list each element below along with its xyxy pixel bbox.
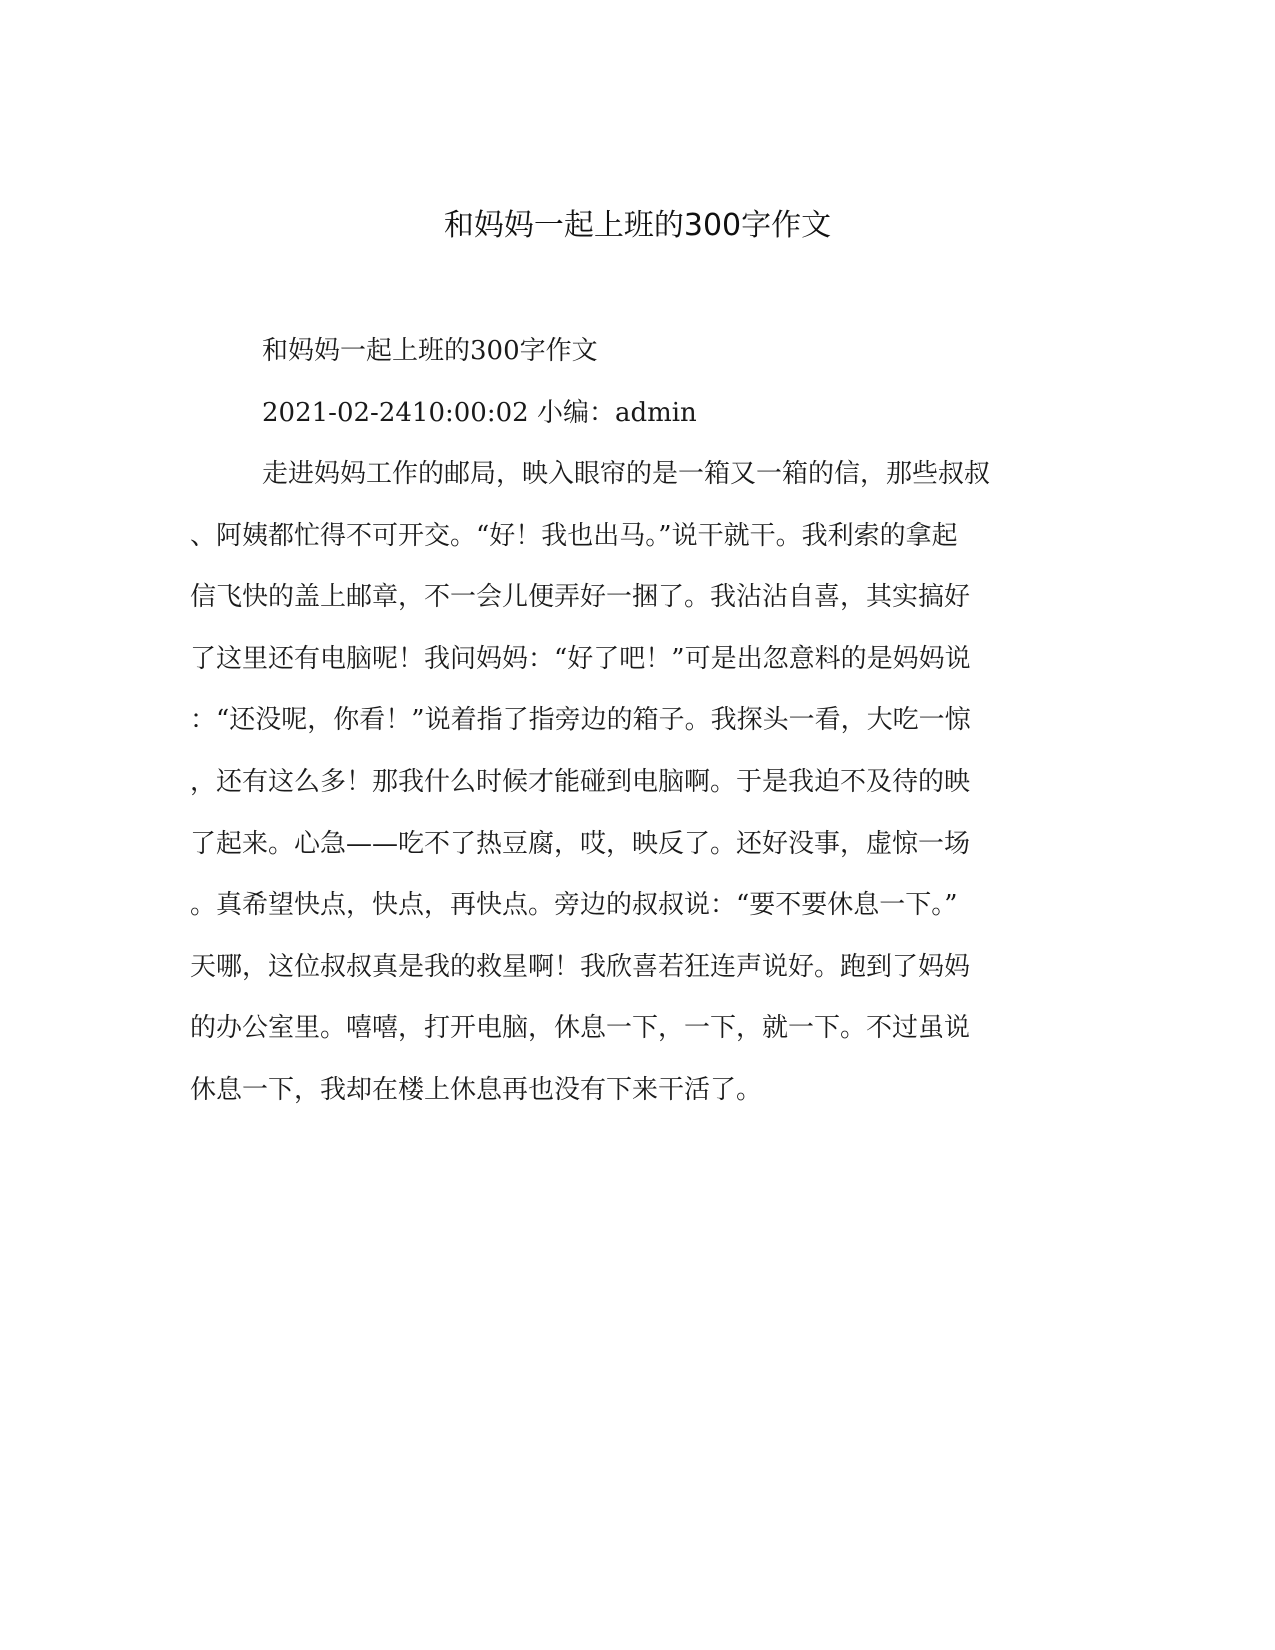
essay-line: 信飞快的盖上邮章，不一会儿便弄好一捆了。我沾沾自喜，其实搞好 <box>190 582 971 613</box>
essay-line: ，还有这么多！那我什么时候才能碰到电脑啊。于是我迫不及待的映 <box>190 766 971 797</box>
essay-line: 了这里还有电脑呢！我问妈妈：“好了吧！”可是出忽意料的是妈妈说 <box>190 643 971 674</box>
essay-line: 的办公室里。嘻嘻，打开电脑，休息一下，一下，就一下。不过虽说 <box>190 1013 971 1044</box>
essay-line: 休息一下，我却在楼上休息再也没有下来干活了。 <box>190 1074 763 1105</box>
document-title: 和妈妈一起上班的300字作文 <box>443 208 832 243</box>
essay-line: 走进妈妈工作的邮局，映入眼帘的是一箱又一箱的信，那些叔叔 <box>262 459 991 489</box>
essay-line: 。真希望快点，快点，再快点。旁边的叔叔说：“要不要休息一下。” <box>190 890 958 921</box>
essay-body <box>190 457 1090 1135</box>
essay-line: 、阿姨都忙得不可开交。“好！我也出马。”说干就干。我利索的拿起 <box>190 520 958 551</box>
essay-line: ：“还没呢，你看！”说着指了指旁边的箱子。我探头一看，大吃一惊 <box>190 705 971 736</box>
document-meta: 2021-02-2410:00:02 小编：admin <box>262 398 697 428</box>
essay-line: 天哪，这位叔叔真是我的救星啊！我欣喜若狂连声说好。跑到了妈妈 <box>190 951 971 982</box>
document-subtitle: 和妈妈一起上班的300字作文 <box>262 336 598 366</box>
essay-line: 了起来。心急——吃不了热豆腐，哎，映反了。还好没事，虚惊一场 <box>190 828 971 859</box>
